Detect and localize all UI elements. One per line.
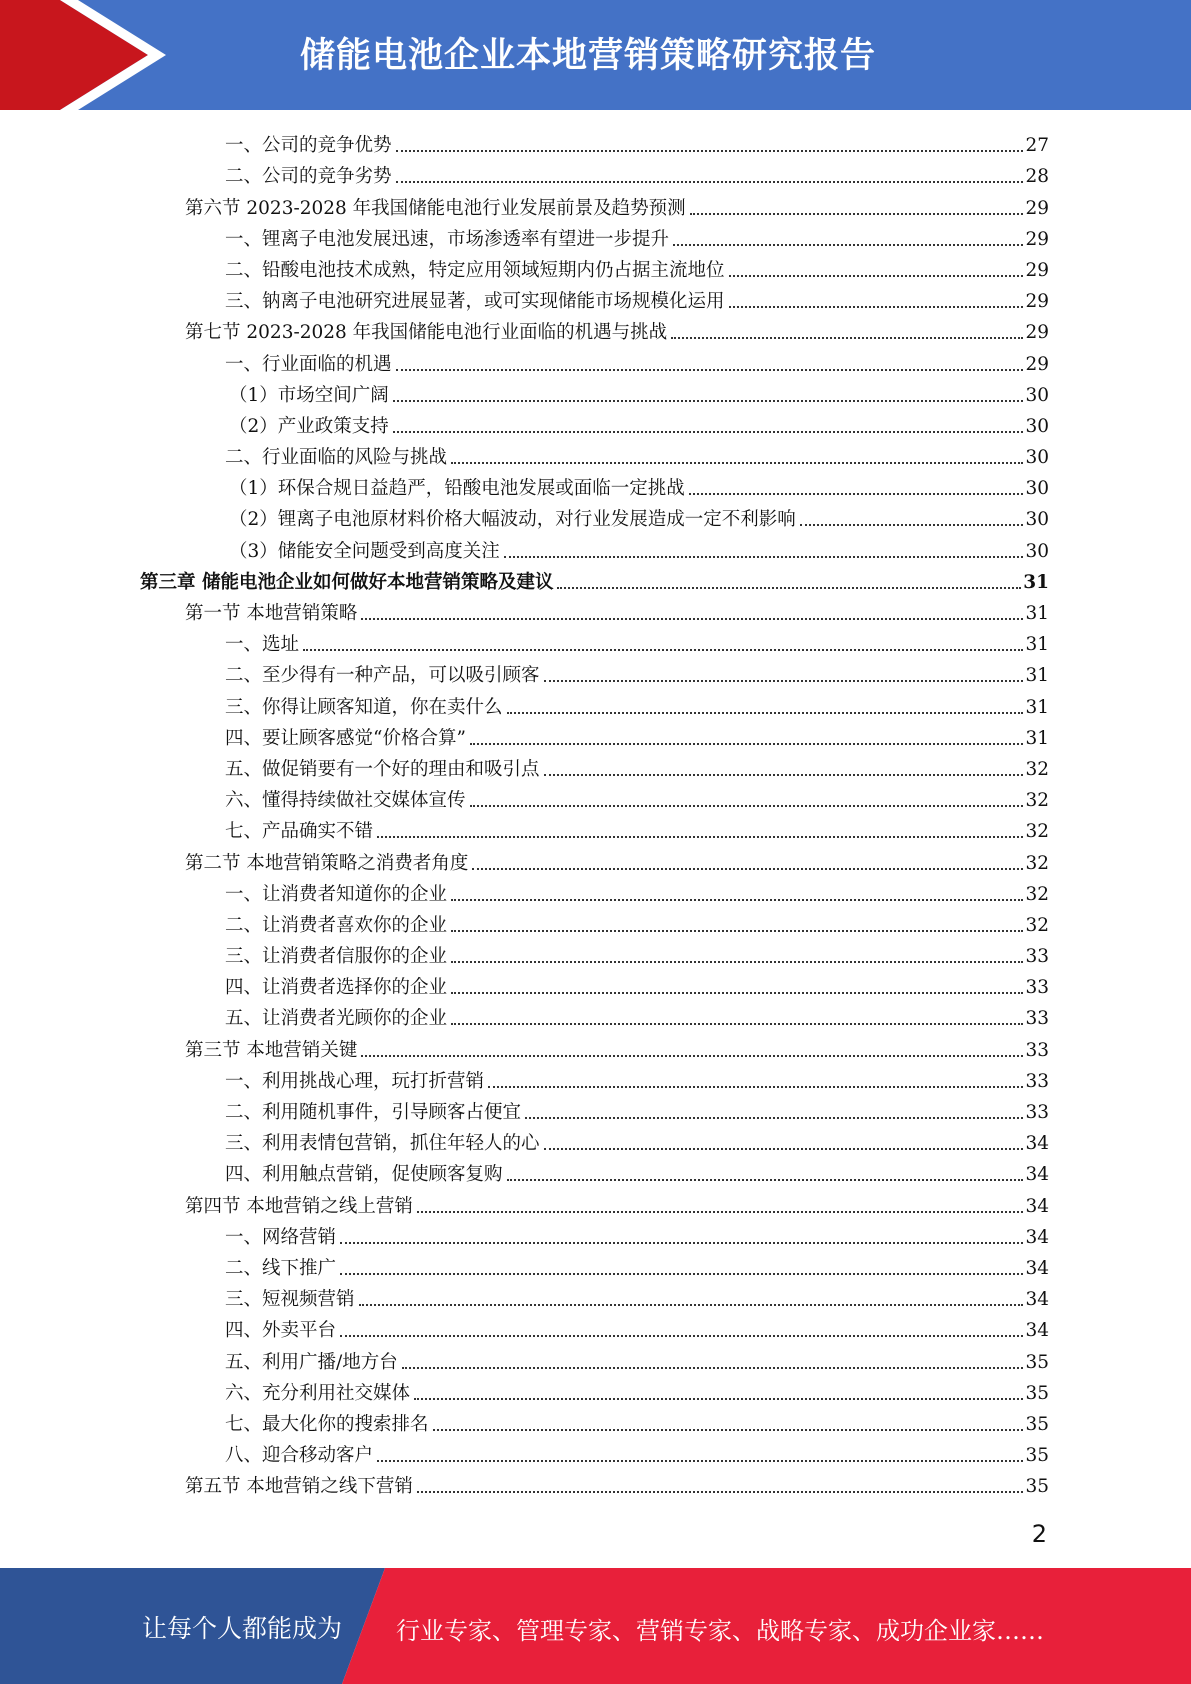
toc-entry[interactable] [140,378,1049,409]
toc-dot-leader [470,743,1024,745]
toc-entry[interactable] [140,689,1049,720]
toc-entry[interactable] [140,1220,1049,1251]
toc-entry-page: 30 [1025,447,1049,469]
toc-entry-page: 31 [1025,727,1049,749]
toc-dot-leader [393,400,1024,402]
toc-entry-page: 29 [1025,259,1049,281]
toc-entry-title: 六、懂得持续做社交媒体宣传 [225,790,466,812]
toc-dot-leader [396,369,1024,371]
toc-dot-leader [451,961,1023,963]
toc-dot-leader [396,150,1024,152]
toc-entry-page: 29 [1025,228,1049,250]
toc-dot-leader [470,805,1024,807]
toc-entry-page: 34 [1025,1133,1049,1155]
toc-entry[interactable] [140,502,1049,533]
toc-entry[interactable] [140,908,1049,939]
toc-dot-leader [472,868,1023,870]
toc-dot-leader [340,1335,1023,1337]
toc-entry[interactable] [140,128,1049,159]
toc-entry-page: 29 [1025,197,1049,219]
toc-entry[interactable] [140,159,1049,190]
toc-entry-title: 二、行业面临的风险与挑战 [225,447,448,469]
toc-entry[interactable] [140,315,1049,346]
toc-entry[interactable] [140,1438,1049,1469]
toc-entry[interactable] [140,752,1049,783]
toc-entry-page: 32 [1025,821,1049,843]
toc-entry[interactable] [140,1126,1049,1157]
toc-entry-title: 第三章 储能电池企业如何做好本地营销策略及建议 [140,571,554,593]
toc-entry-title: 二、公司的竞争劣势 [225,166,392,188]
toc-entry-page: 27 [1025,135,1049,157]
toc-entry-title: 第四节 本地营销之线上营销 [185,1195,413,1217]
toc-entry[interactable] [140,1469,1049,1500]
toc-entry-title: 一、网络营销 [225,1226,337,1248]
toc-entry[interactable] [140,845,1049,876]
toc-entry[interactable] [140,877,1049,908]
toc-entry[interactable] [140,1282,1049,1313]
toc-entry-title: 七、最大化你的搜索排名 [225,1413,429,1435]
toc-entry[interactable] [140,1157,1049,1188]
toc-dot-leader [393,431,1024,433]
toc-entry-title: 一、选址 [225,634,300,656]
toc-dot-leader [433,1429,1024,1431]
toc-entry-page: 34 [1025,1289,1049,1311]
toc-dot-leader [451,1023,1023,1025]
toc-entry-page: 33 [1025,1070,1049,1092]
toc-entry[interactable] [140,783,1049,814]
toc-dot-leader [417,1491,1024,1493]
toc-entry[interactable] [140,409,1049,440]
toc-dot-leader [544,774,1024,776]
toc-entry-page: 32 [1025,758,1049,780]
toc-entry-page: 33 [1025,1008,1049,1030]
toc-entry-title: 二、至少得有一种产品，可以吸引顾客 [225,665,540,687]
toc-entry-title: （3）储能安全问题受到高度关注 [229,540,500,562]
toc-entry-title: （2）锂离子电池原材料价格大幅波动，对行业发展造成一定不利影响 [229,509,796,531]
toc-entry-page: 32 [1025,914,1049,936]
toc-dot-leader [451,992,1023,994]
toc-entry-page: 33 [1025,977,1049,999]
toc-entry[interactable] [140,627,1049,658]
toc-entry-title: 四、利用触点营销，促使顾客复购 [225,1164,503,1186]
toc-entry-title: 三、你得让顾客知道，你在卖什么 [225,696,503,718]
toc-dot-leader [340,1273,1023,1275]
toc-entry-page: 29 [1025,322,1049,344]
toc-dot-leader [800,524,1024,526]
toc-dot-leader [396,181,1024,183]
toc-entry[interactable] [140,1032,1049,1063]
toc-entry-title: 第六节 2023-2028 年我国储能电池行业发展前景及趋势预测 [185,197,686,219]
toc-entry[interactable] [140,1376,1049,1407]
toc-entry-title: （1）市场空间广阔 [229,384,389,406]
toc-entry-title: 一、让消费者知道你的企业 [225,883,448,905]
toc-entry[interactable] [140,222,1049,253]
toc-entry-page: 34 [1025,1226,1049,1248]
toc-entry-page: 35 [1025,1382,1049,1404]
toc-dot-leader [673,244,1023,246]
toc-entry-title: 四、让消费者选择你的企业 [225,977,448,999]
toc-entry[interactable] [140,284,1049,315]
toc-dot-leader [507,712,1024,714]
toc-entry-title: 六、充分利用社交媒体 [225,1382,411,1404]
table-of-contents [140,128,1049,1500]
report-title: 储能电池企业本地营销策略研究报告 [300,36,877,76]
toc-entry[interactable] [140,565,1049,596]
toc-dot-leader [359,1304,1024,1306]
toc-dot-leader [507,1179,1024,1181]
toc-entry-title: 第一节 本地营销策略 [185,603,358,624]
page-header [0,0,1191,110]
toc-entry-page: 30 [1025,509,1049,531]
toc-entry[interactable] [140,658,1049,689]
toc-entry-page: 33 [1025,946,1049,968]
toc-entry-title: 三、利用表情包营销，抓住年轻人的心 [225,1133,540,1155]
toc-dot-leader [303,649,1023,651]
page-number: 2 [1031,1520,1047,1548]
toc-dot-leader [525,1117,1023,1119]
toc-dot-leader [402,1367,1024,1369]
toc-entry-page: 33 [1025,1039,1049,1061]
toc-entry-title: 第三节 本地营销关键 [185,1039,358,1061]
toc-dot-leader [451,930,1023,932]
toc-entry-title: 三、钠离子电池研究进展显著，或可实现储能市场规模化运用 [225,291,725,313]
toc-entry-title: （1）环保合规日益趋严，铅酸电池发展或面临一定挑战 [229,478,685,500]
toc-entry-page: 35 [1025,1351,1049,1373]
toc-entry[interactable] [140,1344,1049,1375]
toc-entry-title: 四、要让顾客感觉“价格合算” [225,727,466,749]
toc-dot-leader [671,337,1023,339]
toc-entry-page: 35 [1025,1413,1049,1435]
toc-entry-title: 第五节 本地营销之线下营销 [185,1476,413,1498]
toc-entry[interactable] [140,533,1049,564]
toc-entry-title: 七、产品确实不错 [225,821,374,843]
toc-entry-page: 32 [1025,883,1049,905]
toc-dot-leader [361,1055,1023,1057]
toc-dot-leader [451,462,1023,464]
toc-entry-title: 一、锂离子电池发展迅速，市场渗透率有望进一步提升 [225,228,670,250]
toc-entry-page: 33 [1025,1102,1049,1123]
toc-entry[interactable] [140,1251,1049,1282]
toc-entry-page: 29 [1025,291,1049,313]
toc-entry[interactable] [140,253,1049,284]
toc-entry[interactable] [140,814,1049,845]
toc-dot-leader [544,680,1024,682]
toc-entry-title: 第二节 本地营销策略之消费者角度 [185,852,469,874]
toc-entry-page: 32 [1025,790,1049,812]
toc-entry-page: 30 [1025,540,1049,562]
toc-entry-title: 二、铅酸电池技术成熟，特定应用领域短期内仍占据主流地位 [225,259,725,281]
toc-entry-page: 31 [1025,634,1049,656]
toc-entry[interactable] [140,190,1049,221]
toc-dot-leader [340,1242,1023,1244]
toc-dot-leader [689,493,1024,495]
toc-entry-title: 三、短视频营销 [225,1289,355,1311]
toc-entry-page: 31 [1025,665,1049,687]
toc-entry-title: 一、利用挑战心理，玩打折营销 [225,1070,485,1092]
toc-entry-page: 35 [1025,1445,1049,1467]
toc-entry[interactable] [140,1313,1049,1344]
toc-entry-title: 五、让消费者光顾你的企业 [225,1008,448,1030]
toc-entry[interactable] [140,1095,1049,1126]
toc-entry-page: 31 [1025,696,1049,718]
toc-dot-leader [729,275,1024,277]
toc-entry[interactable] [140,721,1049,752]
toc-entry-title: 三、让消费者信服你的企业 [225,946,448,968]
toc-entry-page: 31 [1025,603,1049,624]
toc-entry-page: 28 [1025,166,1049,188]
toc-dot-leader [557,587,1021,589]
toc-entry-title: 五、利用广播/地方台 [225,1351,398,1373]
toc-entry[interactable] [140,471,1049,502]
toc-entry-title: 二、利用随机事件，引导顾客占便宜 [225,1102,522,1123]
page-footer [0,1568,1191,1684]
toc-entry-page: 34 [1025,1257,1049,1279]
toc-dot-leader [690,213,1024,215]
footer-slogan-right: 行业专家、管理专家、营销专家、战略专家、成功企业家…… [396,1617,1044,1645]
toc-entry-title: 八、迎合移动客户 [225,1445,374,1467]
footer-slogan-left: 让每个人都能成为 [142,1614,343,1643]
toc-entry[interactable] [140,1407,1049,1438]
toc-entry-title: 五、做促销要有一个好的理由和吸引点 [225,758,540,780]
toc-entry[interactable] [140,596,1049,627]
toc-dot-leader [414,1398,1023,1400]
toc-entry-title: 二、线下推广 [225,1257,337,1279]
toc-entry-title: （2）产业政策支持 [229,415,389,437]
toc-entry-title: 第七节 2023-2028 年我国储能电池行业面临的机遇与挑战 [185,322,668,344]
toc-entry[interactable] [140,346,1049,377]
toc-entry-page: 30 [1025,478,1049,500]
toc-entry-page: 34 [1025,1195,1049,1217]
toc-entry-title: 二、让消费者喜欢你的企业 [225,914,448,936]
toc-dot-leader [361,618,1023,620]
toc-entry-page: 30 [1025,415,1049,437]
toc-entry[interactable] [140,970,1049,1001]
toc-entry[interactable] [140,1064,1049,1095]
toc-entry-page: 32 [1025,852,1049,874]
toc-entry[interactable] [140,1188,1049,1219]
toc-dot-leader [451,899,1023,901]
toc-entry-title: 一、行业面临的机遇 [225,353,392,375]
toc-entry-page: 35 [1025,1476,1049,1498]
toc-dot-leader [544,1148,1024,1150]
toc-dot-leader [377,1460,1023,1462]
toc-dot-leader [417,1211,1024,1213]
toc-entry[interactable] [140,440,1049,471]
toc-entry[interactable] [140,939,1049,970]
toc-entry-title: 四、外卖平台 [225,1320,337,1342]
toc-entry-page: 34 [1025,1164,1049,1186]
toc-entry-title: 一、公司的竞争优势 [225,135,392,157]
toc-entry[interactable] [140,1001,1049,1032]
toc-entry-page: 29 [1025,353,1049,375]
toc-entry-page: 34 [1025,1320,1049,1342]
toc-dot-leader [504,556,1024,558]
toc-dot-leader [377,836,1023,838]
toc-dot-leader [488,1086,1023,1088]
toc-entry-page: 30 [1025,384,1049,406]
toc-entry-page: 31 [1023,571,1049,593]
toc-dot-leader [729,306,1024,308]
